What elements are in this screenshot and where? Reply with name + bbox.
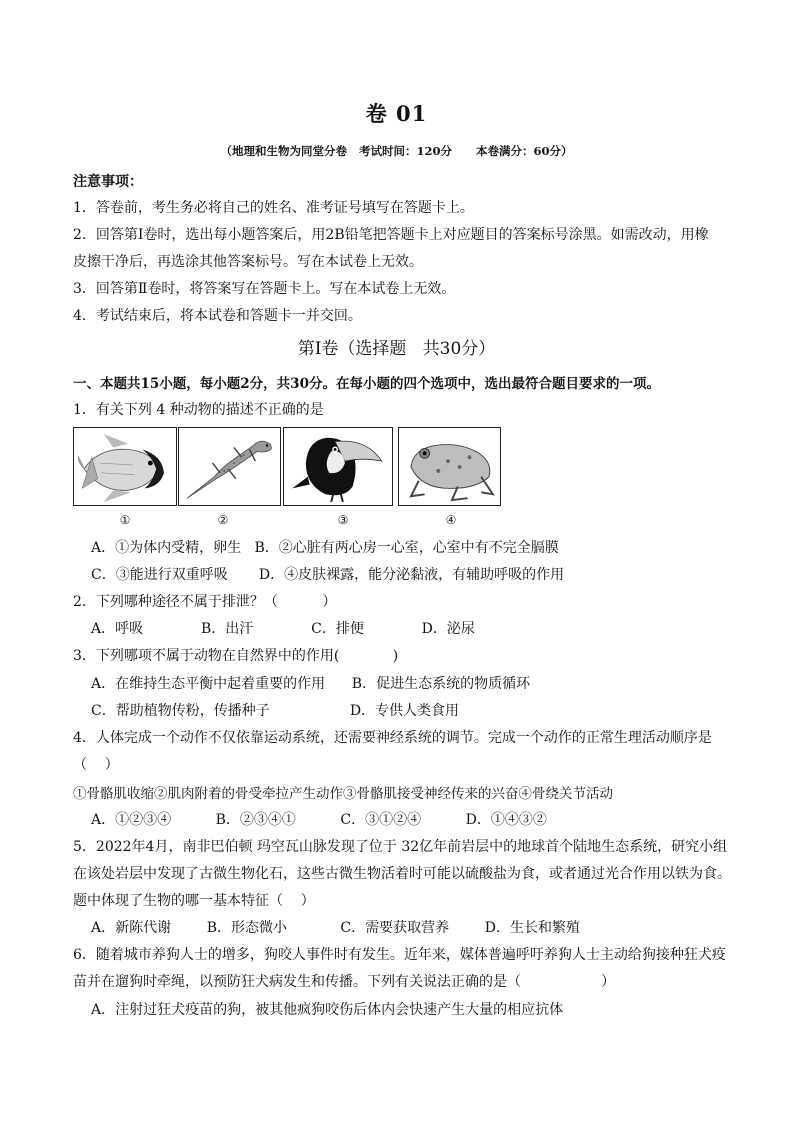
question-5-line2: 在该处岩层中发现了古微生物化石，这些古微生物活着时可能以硫酸盐为食，或者通过光合作用以铁为食。	[73, 866, 731, 882]
page-title: 卷 01	[365, 101, 428, 126]
note-item: 皮擦干净后，再选涂其他答案标号。写在本试卷上无效。	[73, 254, 423, 270]
image-label: ④	[445, 513, 457, 527]
notes-heading: 注意事项：	[73, 174, 143, 190]
question-2-options: A．呼吸 B．出汗 C．排便 D．泌尿	[91, 621, 475, 637]
image-label: ③	[337, 513, 349, 527]
question-1-stem: 1．有关下列 4 种动物的描述不正确的是	[73, 402, 324, 418]
question-4-stem: 4．人体完成一个动作不仅依靠运动系统，还需要神经系统的调节。完成一个动作的正常生理活动顺序是	[73, 730, 712, 746]
question-3-options-row2: C．帮助植物传粉，传播种子 D．专供人类食用	[91, 703, 460, 719]
section-instruction: 一、本题共15小题，每小题2分，共30分。在每小题的四个选项中，选出最符合题目要求的一项。	[73, 376, 660, 392]
note-item: 1．答卷前，考生务必将自己的姓名、准考证号填写在答题卡上。	[73, 200, 474, 216]
note-item: 2．回答第Ⅰ卷时，选出每小题答案后，用2B铅笔把答题卡上对应题目的答案标号涂黑。如需改动，用橡	[73, 227, 709, 243]
question-1-options-row2: C．③能进行双重呼吸 D．④皮肤裸露，能分泌黏液，有辅助呼吸的作用	[91, 567, 565, 583]
note-item: 3．回答第Ⅱ卷时，将答案写在答题卡上。写在本试卷上无效。	[73, 281, 456, 297]
question-6-option-a: A．注射过狂犬疫苗的狗，被其他疯狗咬伤后体内会快速产生大量的相应抗体	[91, 1002, 564, 1018]
frog-image	[398, 427, 501, 506]
image-label: ②	[217, 513, 229, 527]
image-label: ①	[119, 513, 131, 527]
question-1-options-row1: A．①为体内受精，卵生 B．②心脏有两心房一心室，心室中有不完全膈膜	[91, 540, 559, 556]
question-5-options: A．新陈代谢 B．形态微小 C．需要获取营养 D．生长和繁殖	[91, 920, 580, 936]
fish-image	[73, 427, 177, 506]
question-6-line1: 6．随着城市养狗人士的增多，狗咬人事件时有发生。近年来，媒体普遍呼吁养狗人士主动给狗接种狂犬疫	[73, 947, 726, 963]
question-5-line3: 题中体现了生物的哪一基本特征（ ）	[73, 893, 315, 909]
question-3-options-row1: A．在维持生态平衡中起着重要的作用 B．促进生态系统的物质循环	[91, 676, 531, 692]
question-3-stem: 3．下列哪项不属于动物在自然界中的作用( )	[73, 648, 399, 664]
question-4-sequence: ①骨骼肌收缩②肌肉附着的骨受牵拉产生动作③骨骼肌接受神经传来的兴奋④骨绕关节活动	[73, 786, 613, 802]
lizard-image	[178, 427, 281, 506]
question-4-options: A．①②③④ B．②③④① C．③①②④ D．①④③②	[91, 812, 547, 828]
question-2-stem: 2．下列哪种途径不属于排泄？（ ）	[73, 594, 337, 610]
question-5-line1: 5．2022年4月，南非巴伯顿 玛空瓦山脉发现了位于 32亿年前岩层中的地球首个陆地生态系统，研究小组	[73, 839, 728, 855]
exam-info-subtitle: （地理和生物为同堂分卷 考试时间：120分 本卷满分：60分）	[220, 144, 573, 158]
question-4-stem-bracket: （ ）	[73, 757, 119, 773]
toucan-image	[283, 427, 393, 506]
section-title: 第Ⅰ卷（选择题 共30分）	[297, 339, 496, 359]
note-item: 4．考试结束后，将本试卷和答题卡一并交回。	[73, 308, 362, 324]
question-6-line2: 苗并在遛狗时牵绳，以预防狂犬病发生和传播。下列有关说法正确的是（ ）	[73, 974, 616, 990]
